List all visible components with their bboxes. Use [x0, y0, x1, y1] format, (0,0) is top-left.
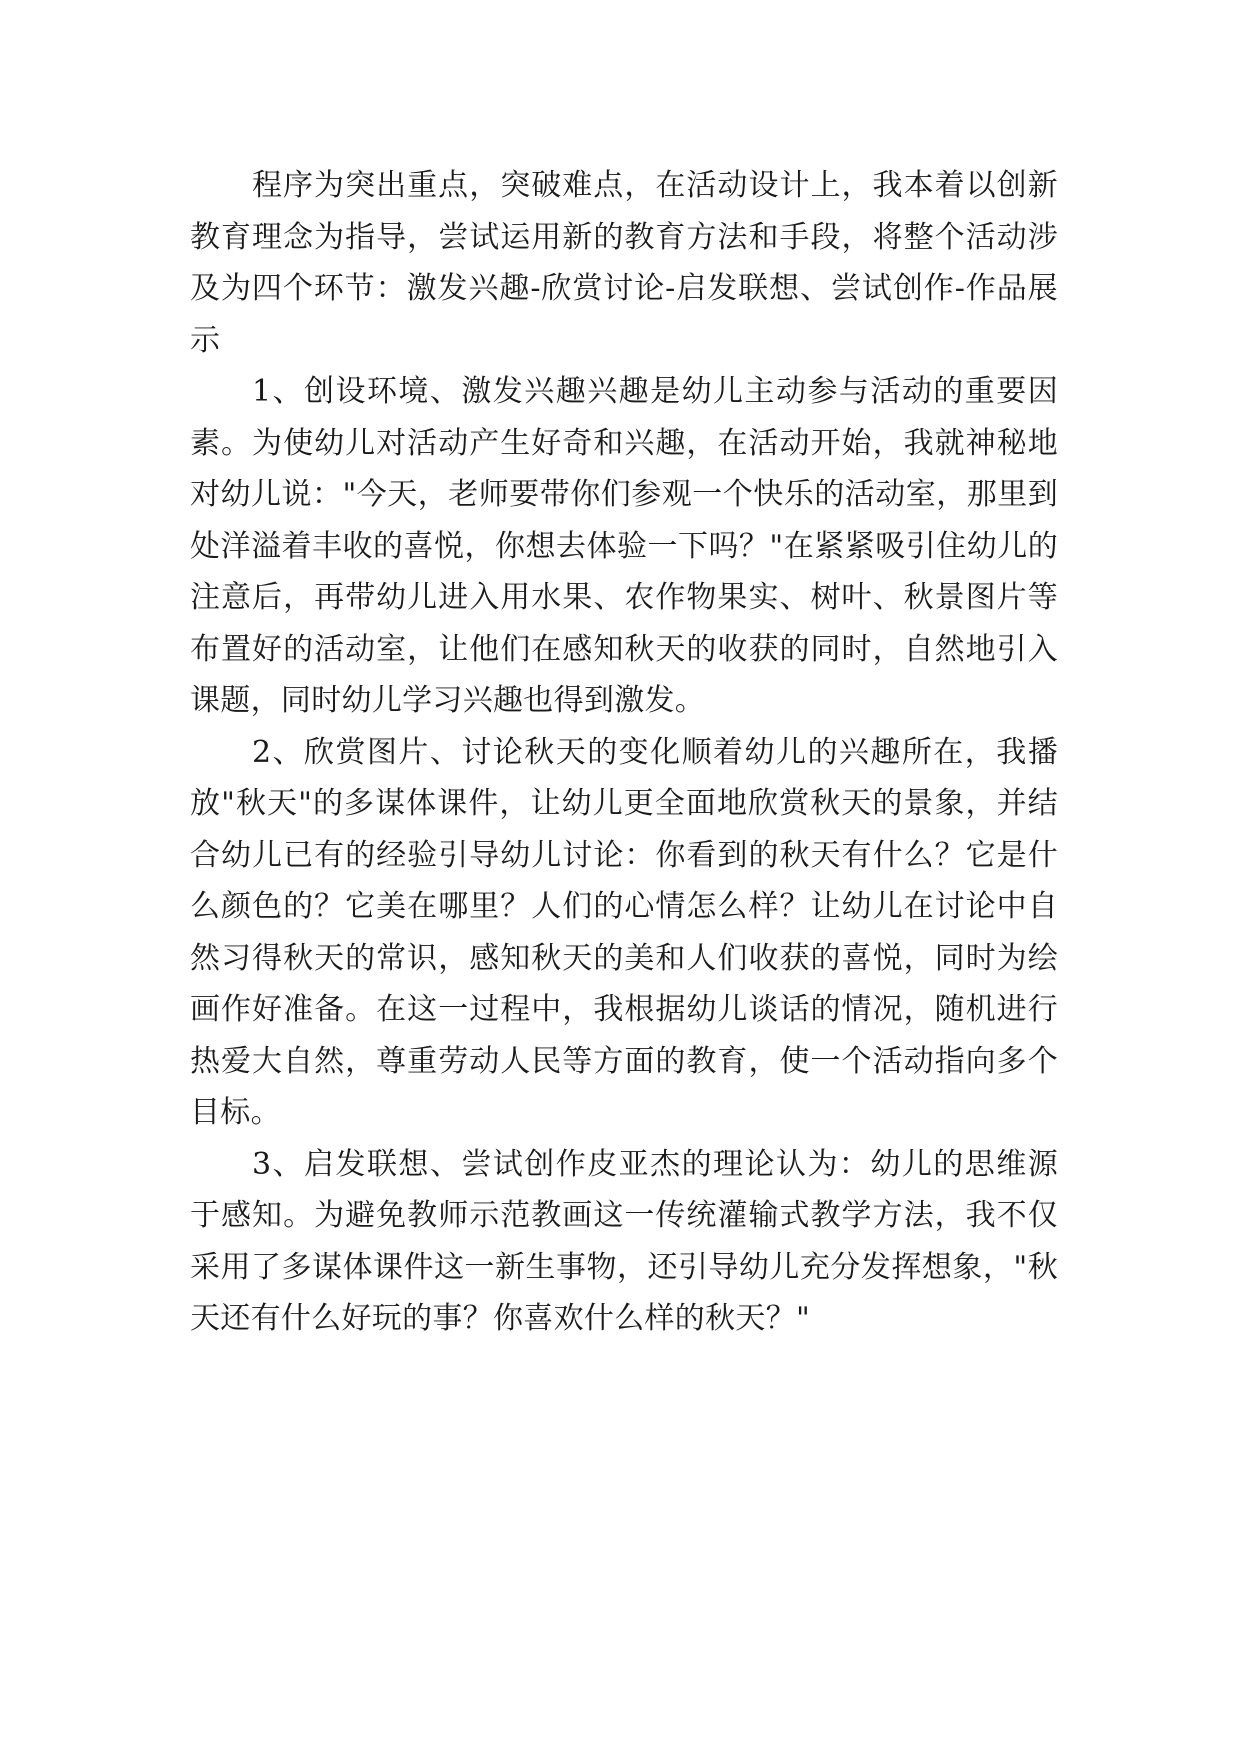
document-body: [190, 160, 1058, 1345]
paragraph-intro: 程序为突出重点，突破难点，在活动设计上，我本着以创新教育理念为指导，尝试运用新的教育方法和手段，将整个活动涉及为四个环节：激发兴趣-欣赏讨论-启发联想、尝试创作-作品展示: [190, 168, 1058, 358]
paragraph-step-1: 1、创设环境、激发兴趣兴趣是幼儿主动参与活动的重要因素。为使幼儿对活动产生好奇和兴趣，在活动开始，我就神秘地对幼儿说："今天，老师要带你们参观一个快乐的活动室，那里到处洋溢着丰收的喜悦，你想去体验一下吗？"在紧紧吸引住幼儿的注意后，再带幼儿进入用水果、农作物果实、树叶、秋景图片等布置好的活动室，让他们在感知秋天的收获的同时，自然地引入课题，同时幼儿学习兴趣也得到激发。: [190, 374, 1058, 718]
paragraph-step-2: 2、欣赏图片、讨论秋天的变化顺着幼儿的兴趣所在，我播放"秋天"的多谋体课件，让幼儿更全面地欣赏秋天的景象，并结合幼儿已有的经验引导幼儿讨论：你看到的秋天有什么？它是什么颜色的？它美在哪里？人们的心情怎么样？让幼儿在讨论中自然习得秋天的常识，感知秋天的美和人们收获的喜悦，同时为绘画作好准备。在这一过程中，我根据幼儿谈话的情况，随机进行热爱大自然，尊重劳动人民等方面的教育，使一个活动指向多个目标。: [190, 734, 1058, 1130]
paragraph-step-3: 3、启发联想、尝试创作皮亚杰的理论认为：幼儿的思维源于感知。为避免教师示范教画这一传统灌输式教学方法，我不仅采用了多谋体课件这一新生事物，还引导幼儿充分发挥想象，"秋天还有什么好玩的事？你喜欢什么样的秋天？": [190, 1146, 1058, 1336]
